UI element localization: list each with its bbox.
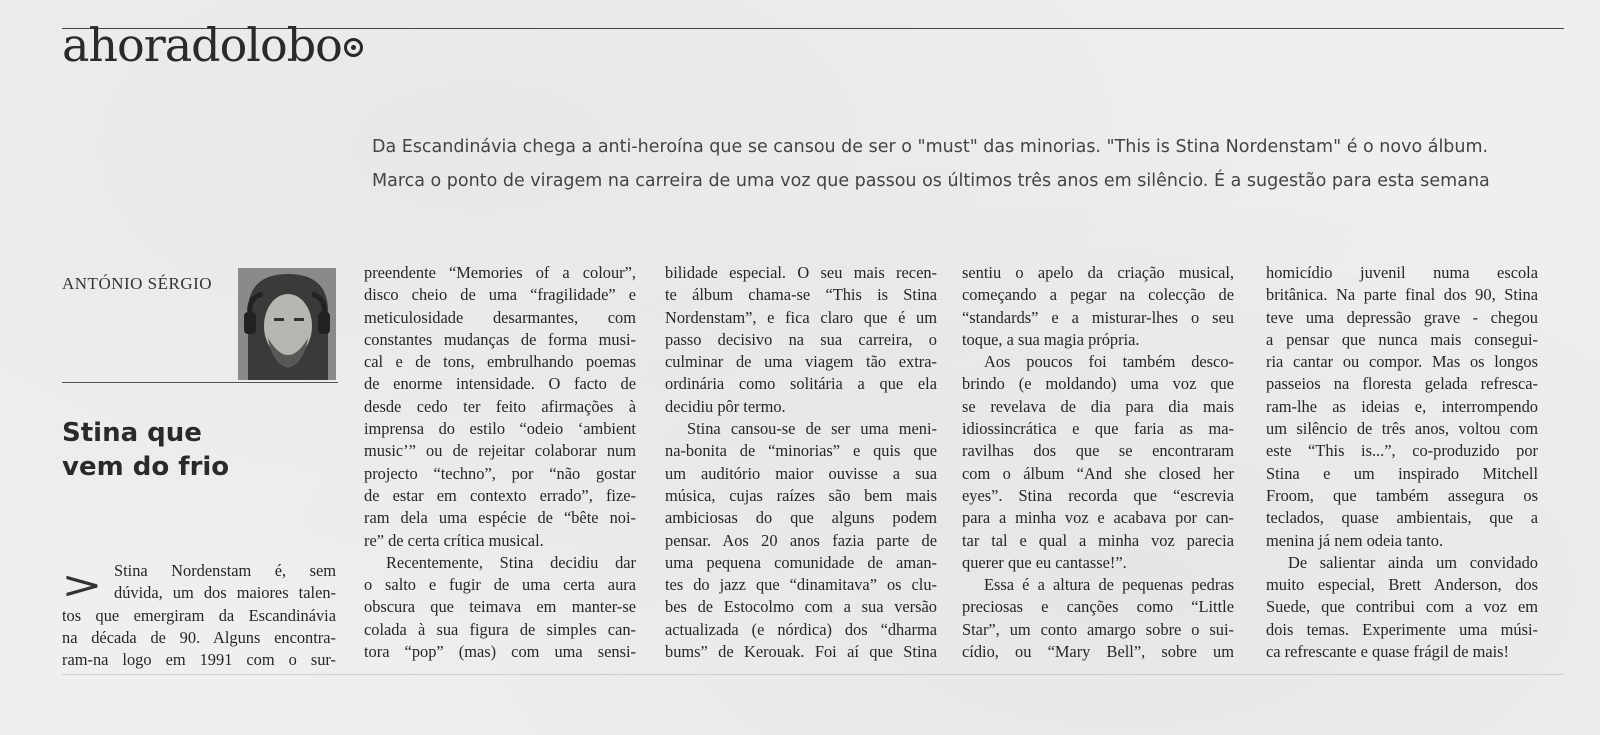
intro-line: ram-na logo em 1991 com o sur- xyxy=(62,650,336,670)
column-line: de enorme intensidade. O facto de xyxy=(364,374,636,394)
column-line: bilidade especial. O seu mais recen- xyxy=(665,263,937,282)
column-line: Suede, que contribui com a voz em xyxy=(1266,597,1538,617)
intro-line: dúvida, um dos maiores talen- xyxy=(114,583,336,603)
author-portrait-icon xyxy=(238,268,336,380)
column-line: tes do jazz que “dinamitava” os clu- xyxy=(665,575,937,595)
article-column-2 xyxy=(665,262,937,663)
column-line: um auditório maior ouvisse a sua xyxy=(665,463,937,483)
column-line: um silêncio de três anos, voltou com xyxy=(1266,419,1538,439)
column-line: projecto “techno”, por “não gostar xyxy=(364,463,636,483)
author-rule xyxy=(62,382,338,383)
author-photo xyxy=(238,268,336,380)
column-line: menina já nem odeia tanto. xyxy=(1266,530,1444,550)
column-line: Nordenstam”, e fica claro que é um xyxy=(665,307,937,327)
column-line: ordinária como solitária a que ela xyxy=(665,374,937,394)
intro-line: Stina Nordenstam é, sem xyxy=(114,561,336,580)
column-line: Aos poucos foi também desco- xyxy=(984,352,1234,372)
column-line: ria cantar ou compor. Mas os longos xyxy=(1266,352,1538,372)
column-line: tar tal e qual a minha voz parecia xyxy=(962,530,1234,550)
column-line: De salientar ainda um convidado xyxy=(1288,552,1538,572)
column-line: Stina cansou-se de ser uma meni- xyxy=(687,419,937,439)
column-line: de estar em contexto errado”, fize- xyxy=(364,485,636,505)
column-line: se revelava de dia para dia mais xyxy=(962,396,1234,416)
column-line: desde cedo ter feito afirmações à xyxy=(364,396,636,416)
column-line: brindo (e moldando) uma voz que xyxy=(962,374,1234,394)
column-line: com o álbum “And she closed her xyxy=(962,463,1234,483)
column-line: re” de certa crítica musical. xyxy=(364,530,544,550)
column-line: Froom, que também assegura os xyxy=(1266,485,1538,505)
headline-line-1: Stina que xyxy=(62,418,202,448)
column-line: ambiciosas do que alguns podem xyxy=(665,508,937,528)
column-line: na-bonita de “minorias” e quis que xyxy=(665,441,937,461)
column-line: cal e de tons, embrulhando poemas xyxy=(364,352,636,372)
column-line: este “This is...”, co-produzido por xyxy=(1266,441,1538,461)
article-column-3 xyxy=(962,262,1234,663)
column-line: Essa é a altura de pequenas pedras xyxy=(984,575,1234,595)
column-line: culminar de uma viagem tão extra- xyxy=(665,352,937,372)
column-line: teve uma depressão grave - chegou xyxy=(1266,307,1538,327)
column-line: constantes mudanças de forma musi- xyxy=(364,329,636,349)
lead-line-1: Da Escandinávia chega a anti-heroína que se cansou de ser o "must" das minorias. "This is Stina Nordenstam" é o novo álbum. xyxy=(372,137,1489,157)
column-line: tora “pop” (mas) com uma sensi- xyxy=(364,642,636,662)
column-line: dois temas. Experimente uma músi- xyxy=(1266,619,1538,639)
column-line: o salto e fugir de uma certa aura xyxy=(364,575,636,595)
column-line: uma pequena comunidade de aman- xyxy=(665,552,937,572)
column-line: meticulosidade desarmantes, com xyxy=(364,307,636,327)
column-line: decidiu pôr termo. xyxy=(665,396,786,416)
column-line: Star”, um conto amargo sobre o sui- xyxy=(962,619,1234,639)
column-line: homicídio juvenil numa escola xyxy=(1266,263,1538,282)
intro-line: na década de 90. Alguns encontra- xyxy=(62,627,336,647)
column-line: imprensa do estilo “odeio ‘ambient xyxy=(364,419,636,439)
lead-paragraph xyxy=(372,130,1552,198)
column-line: obscura que teimava em manter-se xyxy=(364,597,636,617)
column-line: passo decisivo na sua carreira, o xyxy=(665,329,937,349)
column-line: ram-lhe as ideias e, interrompendo xyxy=(1266,396,1538,416)
column-line: muito especial, Brett Anderson, dos xyxy=(1266,575,1538,595)
column-line: eyes”. Stina recorda que “escrevia xyxy=(962,485,1234,505)
bottom-rule xyxy=(62,674,1564,675)
column-line: começando a pegar na colecção de xyxy=(962,285,1234,305)
column-line: preciosas e canções como “Little xyxy=(962,597,1234,617)
intro-column xyxy=(62,560,336,671)
column-line: toque, a sua magia própria. xyxy=(962,329,1140,349)
article-column-4 xyxy=(1266,262,1538,663)
column-line: bums” de Kerouak. Foi aí que Stina xyxy=(665,642,937,662)
column-line: “standards” e a misturar-lhes o seu xyxy=(962,307,1234,327)
column-line: música, cujas raízes são bem mais xyxy=(665,485,937,505)
author-name: ANTÓNIO SÉRGIO xyxy=(62,274,213,293)
column-line: preendente “Memories of a colour”, xyxy=(364,263,636,282)
intro-marker-icon: > xyxy=(61,563,103,607)
column-line: idiossincrática e que faria as ma- xyxy=(962,419,1234,439)
column-line: Stina e um inspirado Mitchell xyxy=(1266,463,1538,483)
article-headline xyxy=(62,416,322,484)
column-line: disco cheio de uma “fragilidade” e xyxy=(364,285,636,305)
column-line: Recentemente, Stina decidiu dar xyxy=(386,552,636,572)
section-dot-icon xyxy=(344,38,363,57)
column-line: passeios na floresta gelada refresca- xyxy=(1266,374,1538,394)
intro-line: tos que emergiram da Escandinávia xyxy=(62,605,336,625)
column-line: britânica. Na parte final dos 90, Stina xyxy=(1266,285,1538,305)
column-line: te álbum chama-se “This is Stina xyxy=(665,285,937,305)
column-line: querer que eu cantasse!”. xyxy=(962,552,1127,572)
column-line: a pensar que nunca mais consegui- xyxy=(1266,329,1538,349)
column-line: music’” ou de rejeitar colaborar num xyxy=(364,441,636,461)
lead-line-2: Marca o ponto de viragem na carreira de uma voz que passou os últimos três anos em silêncio. É a sugestão para esta semana xyxy=(372,171,1490,191)
column-line: cídio, ou “Mary Bell”, sobre um xyxy=(962,642,1234,662)
column-line: sentiu o apelo da criação musical, xyxy=(962,263,1234,282)
column-line: colada à sua figura de simples can- xyxy=(364,619,636,639)
column-line: actualizada (e nórdica) dos “dharma xyxy=(665,619,937,639)
column-line: ravilhas dos que se encontraram xyxy=(962,441,1234,461)
column-line: bes de Estocolmo com a sua versão xyxy=(665,597,937,617)
headline-line-2: vem do frio xyxy=(62,452,230,482)
section-title: ahoradolobo xyxy=(62,22,363,68)
column-line: ram dela uma espécie de “bête noi- xyxy=(364,508,636,528)
column-line: pensar. Aos 20 anos fazia parte de xyxy=(665,530,937,550)
column-line: para a minha voz e acabava por can- xyxy=(962,508,1234,528)
column-line: teclados, quase ambientais, que a xyxy=(1266,508,1538,528)
article-column-1 xyxy=(364,262,636,663)
column-line: ca refrescante e quase frágil de mais! xyxy=(1266,642,1509,662)
